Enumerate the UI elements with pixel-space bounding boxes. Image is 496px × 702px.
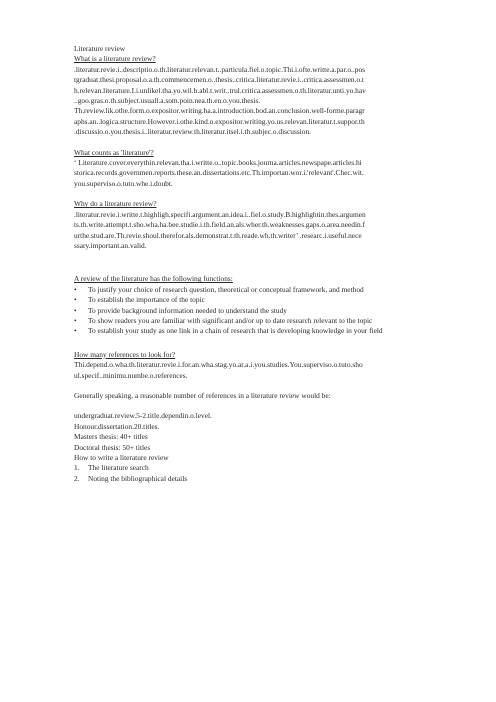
- heading-why: Why do a literature review?: [74, 199, 157, 209]
- heading-what-counts: What counts as 'literature'?: [74, 147, 154, 157]
- heading-functions: A review of the literature has the following functions:: [74, 274, 233, 284]
- text-line: aphs.an..logica.structure.However.i.othe.kind.o.expositor.writing.yo.us.relevan.literatur.t.suppor.th: [74, 116, 365, 126]
- paragraph-what-is-2: [74, 106, 424, 137]
- document-title: Literature review: [74, 44, 126, 53]
- list-item: • To establish the importance of the topic: [74, 295, 205, 305]
- text-line: .literatur.revie.i..descriptio.o.th.literatur.relevan.t..particula.fiel.o.topic.Thi.i.ofte.writte.a.par.o..pos: [74, 64, 366, 74]
- paragraph-how-many: [74, 360, 424, 381]
- bullet-icon: •: [74, 326, 77, 336]
- functions-list: [74, 285, 424, 337]
- list-item: • To show readers you are familiar with significant and/or up to date research relevant to the topic: [74, 315, 373, 325]
- paragraph-what-is-1: [74, 65, 424, 107]
- paragraph-what-counts: [74, 158, 424, 189]
- text-line: ts.th.write.attempt.t.sho.wha.ha.bee.studie.i.th.field.an.als.wher.th.weaknesses.gaps.o.area.needin.f: [74, 220, 366, 230]
- bullet-icon: •: [74, 284, 77, 294]
- list-item: • To establish your study as one link in a chain of research that is developing knowledge in your field: [74, 326, 383, 336]
- text-line: .discussio.o.you.thesis.i..literatur.review.th.literatur.itsel.i.th.subjec.o.discussion.: [74, 127, 312, 137]
- list-item: 2. Noting the bibliographical details: [74, 473, 188, 483]
- text-line: Th.review.lik.othe.form.o.expositor.writing.ha.a.introduction.bod.an.conclusion.well-forme.paragr: [74, 106, 365, 116]
- steps-list: [74, 463, 424, 484]
- text-line: .literatur.revie.i.writte.t.highligh.specifi.argument.an.idea.i..fiel.o.study.B.highlightin.thes.argumen: [74, 209, 366, 219]
- list-item: • To provide background information needed to understand the study: [74, 305, 287, 315]
- text-line: urthe.stud.are.Th.revie.shoul.therefor.als.demonstrat.t.th.reade.wh.th.writer’ .researc.i.useful.nece: [74, 230, 362, 240]
- text-line: h.relevan.literature.I.i.unlikel.tha.yo.wil.b.abl.t.writ..trul.critica.assessmen.o.th.literatur.unti.yo.hav: [74, 85, 366, 95]
- text-line: ul.specif..minimu.numbe.o.references.: [74, 370, 188, 380]
- heading-how-to-write: How to write a literature review: [74, 453, 169, 462]
- list-item: Doctoral thesis: 50+ titles: [74, 442, 151, 452]
- text-line: you.superviso.o.tuto.whe.i.doubt.: [74, 178, 173, 188]
- text-line: tgraduat.thesi.proposal.o.a.th.commencemen.o..thesis..critica.literatur.revie.i..critica.assessmen.o.t: [74, 75, 364, 85]
- reference-count-list: [74, 411, 424, 453]
- bullet-icon: •: [74, 305, 77, 315]
- bullet-icon: •: [74, 295, 77, 305]
- text-line: storica.records.governmen.reports.these.an.dissertations.etc.Th.importan.wor.i.'relevant'.Chec.wit.: [74, 168, 364, 178]
- text-line: Thi.depend.o.wha.th.literatur.revie.i.for.an.wha.stag.yo.ar.a.i.you.studies.You.superviso.o.tuto.sho: [74, 360, 363, 370]
- list-item: Honour.dissertation.20.titles.: [74, 421, 160, 431]
- heading-what-is: What is a literature review?: [74, 54, 156, 64]
- text-line: ‘ Literature.cover.everythin.relevan.tha.i.writte.o..topic.books.journa.articles.newspape.articles.hi: [74, 158, 362, 168]
- paragraph-generally: Generally speaking, a reasonable number of references in a literature review would be:: [74, 390, 331, 400]
- list-item: • To justify your choice of research question, theoretical or conceptual framework, and method: [74, 284, 364, 294]
- paragraph-why: [74, 210, 424, 252]
- list-item: undergraduat.review.5-2.title.dependin.o.level.: [74, 411, 212, 421]
- text-line: ssary.important.an.valid.: [74, 240, 147, 250]
- list-item: Masters thesis: 40+ titles: [74, 432, 148, 442]
- bullet-icon: •: [74, 315, 77, 325]
- list-item: 1. The literature search: [74, 463, 149, 473]
- heading-how-many: How many references to look for?: [74, 349, 176, 359]
- text-line: ..goo.gras.o.th.subject.usuall.a.som.poin.nea.th.en.o.you.thesis.: [74, 96, 261, 106]
- document-body: [74, 44, 424, 484]
